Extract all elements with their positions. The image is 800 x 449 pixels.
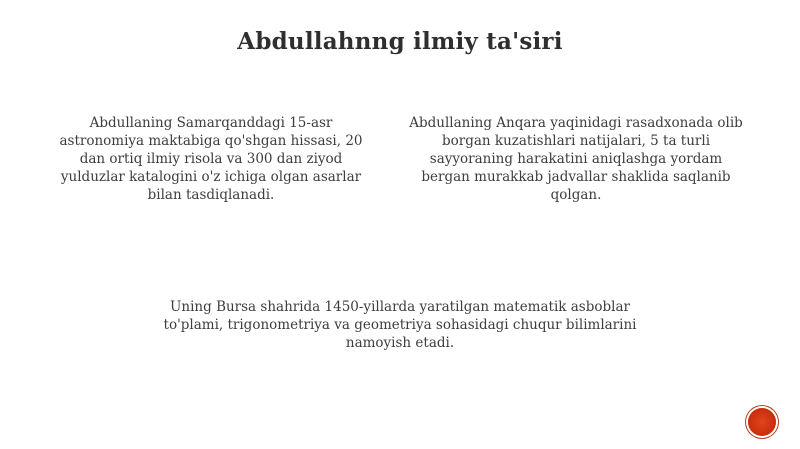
- slide-nav-button[interactable]: [748, 408, 776, 436]
- paragraph-samarkand-school: Abdullaning Samarqanddagi 15-asr astronomiya maktabiga qo'shgan hissasi, 20 dan ortiq ilmiy risola va 300 dan ziyod yulduzlar katalogini o'z ichiga olgan asarlar bilan tasdiqlanadi.: [59, 115, 363, 203]
- paragraph-ankara-observatory: Abdullaning Anqara yaqinidagi rasadxonada olib borgan kuzatishlari natijalari, 5 ta turli sayyoraning harakatini aniqlashga yordam bergan murakkab jadvallar shaklida saqlanib qolgan.: [409, 115, 743, 203]
- paragraph-bursa-instruments: Uning Bursa shahrida 1450-yillarda yaratilgan matematik asboblar to'plami, trigonometriya va geometriya sohasidagi chuqur bilimlarini namoyish etadi.: [163, 299, 637, 351]
- slide-title: Abdullahnng ilmiy ta'siri: [237, 28, 563, 55]
